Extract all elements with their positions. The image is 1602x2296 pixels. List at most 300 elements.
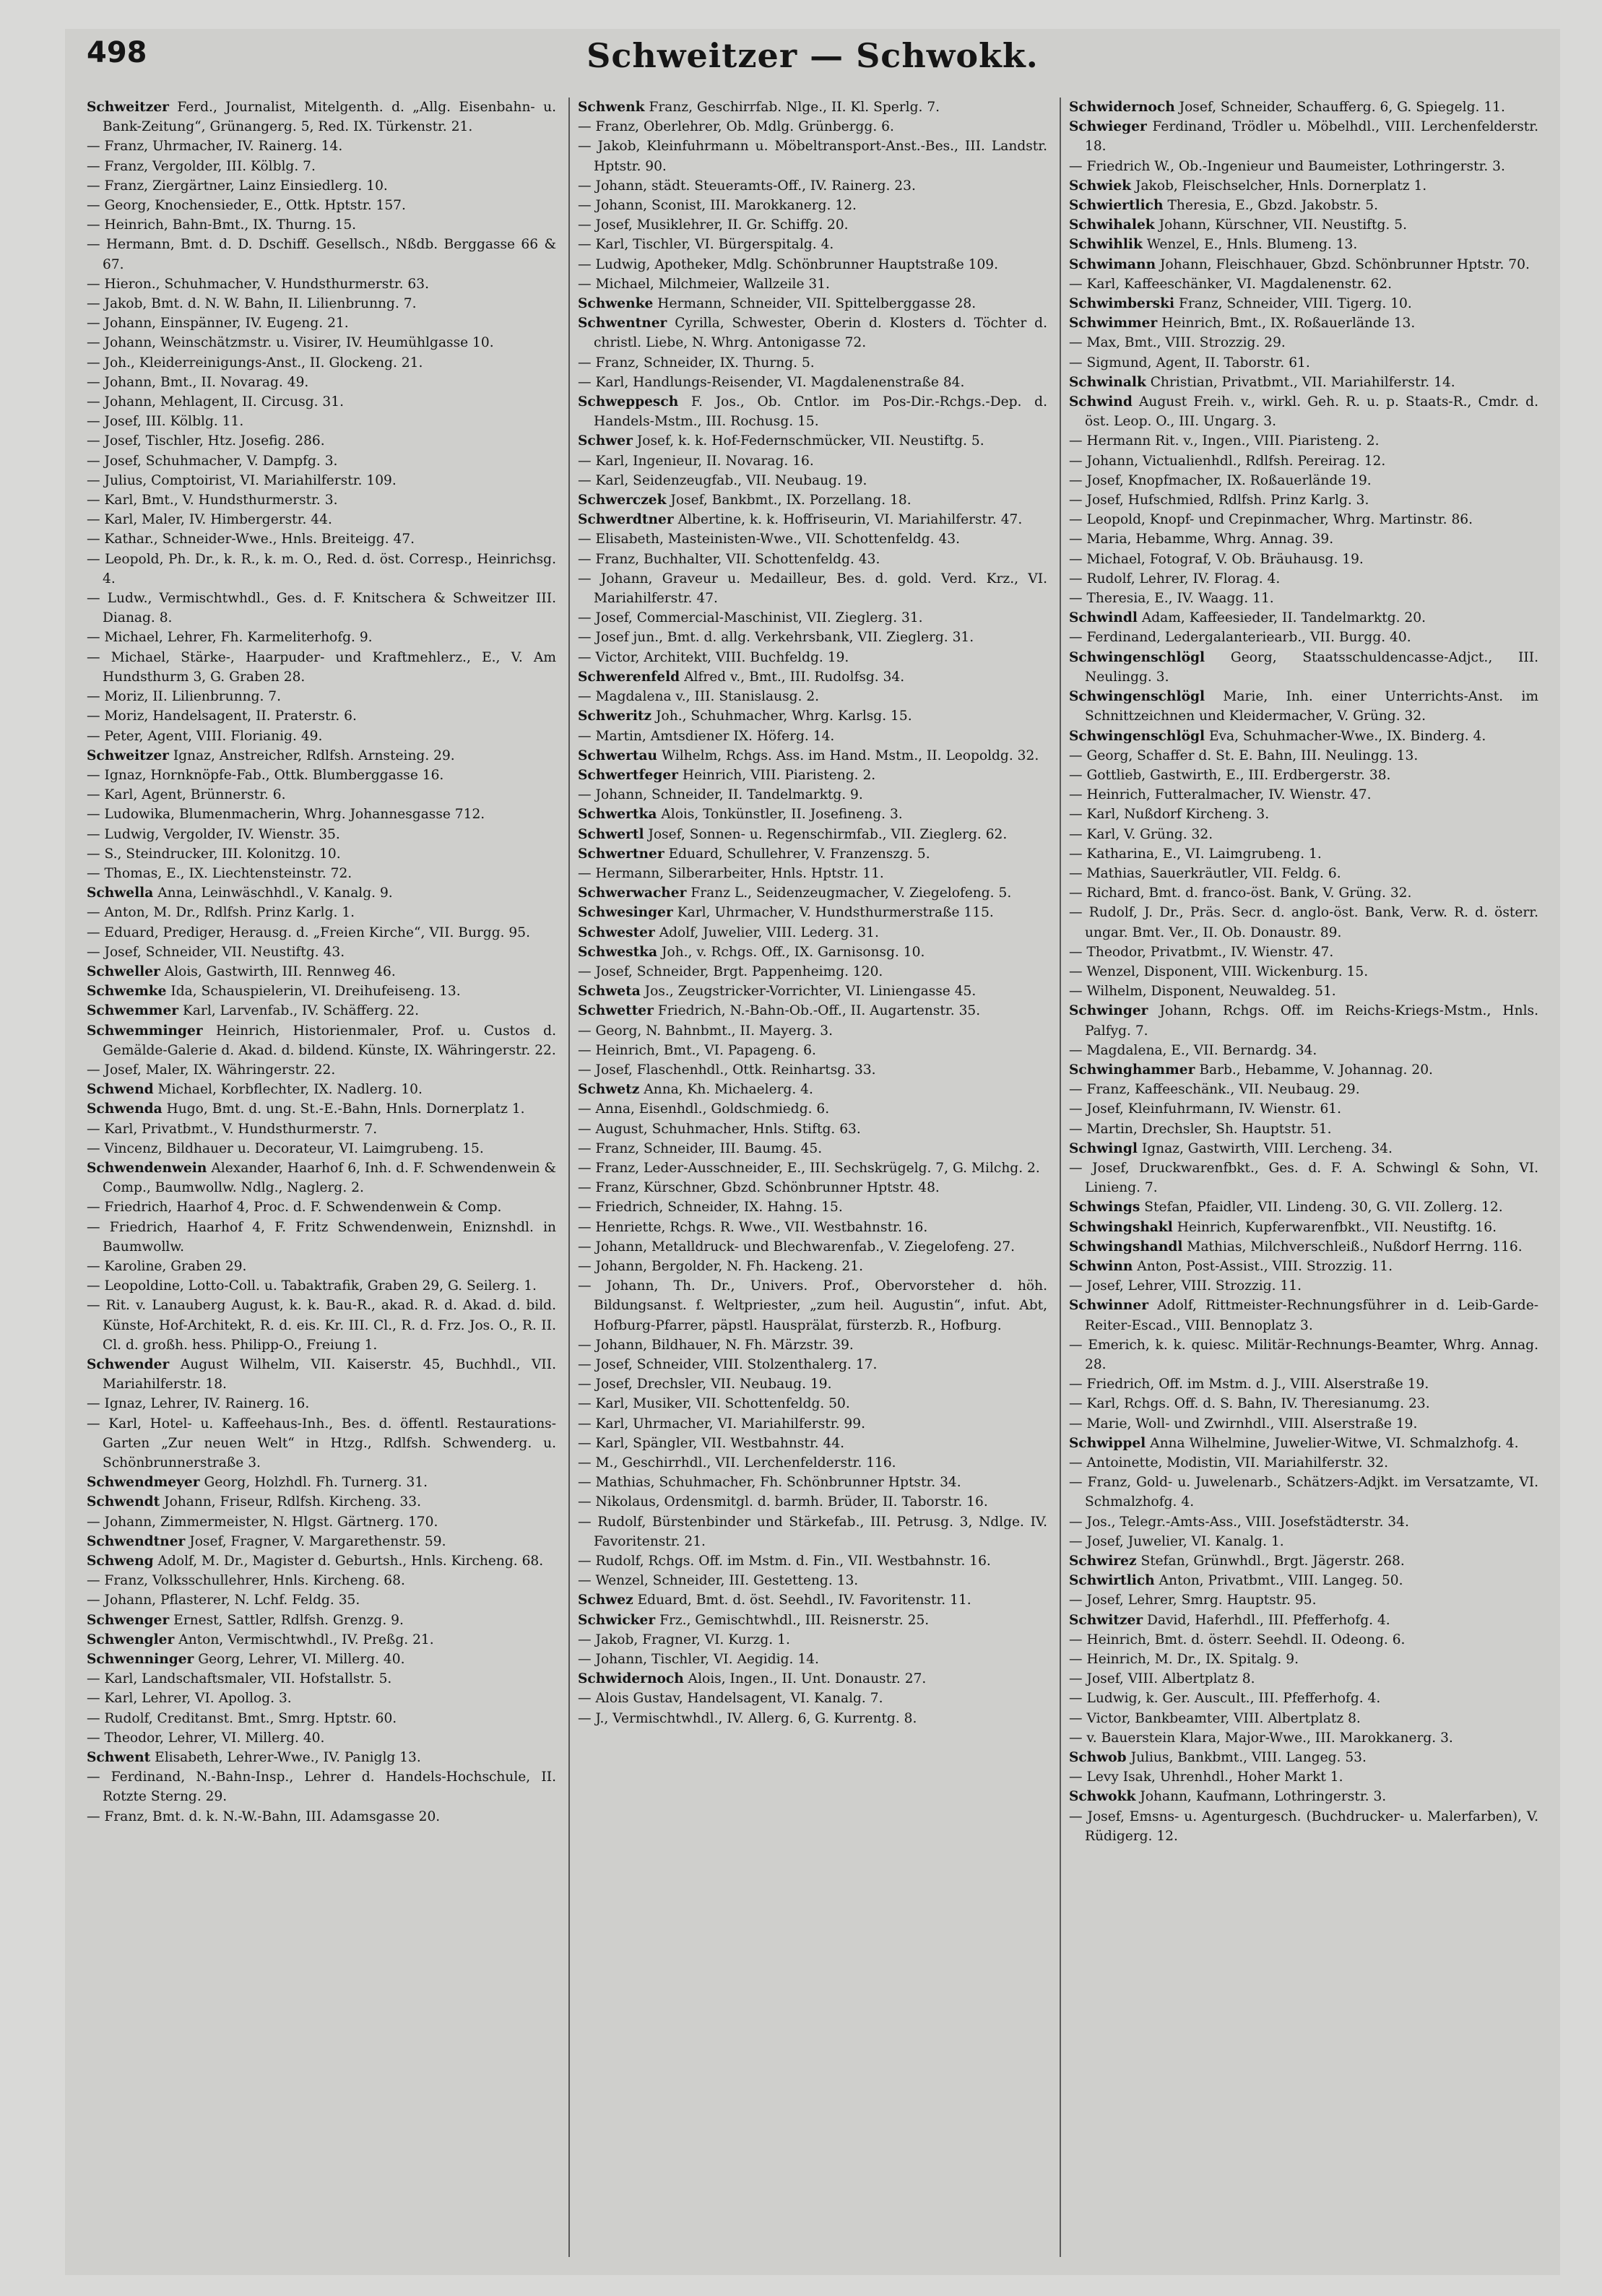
entry-text: Karl, Larvenfab., IV. Schäfferg. 22. bbox=[183, 1003, 420, 1019]
entry-text: — Johann, Victualienhdl., Rdlfsh. Pereirag. 12. bbox=[1069, 453, 1386, 469]
entry-text: — Johann, Bergolder, N. Fh. Hackeng. 21. bbox=[578, 1258, 864, 1274]
directory-entry bbox=[87, 1080, 556, 1099]
entry-text: — Franz, Uhrmacher, IV. Rainerg. 14. bbox=[87, 139, 343, 155]
directory-entry bbox=[1069, 1218, 1538, 1237]
directory-entry bbox=[87, 1296, 556, 1355]
directory-entry bbox=[87, 412, 556, 431]
entry-text: Heinrich, Kupferwarenfbkt., VII. Neustiftg. 16. bbox=[1177, 1219, 1497, 1235]
entry-text: — Josef, Kleinfuhrmann, IV. Wienstr. 61. bbox=[1069, 1101, 1342, 1117]
entry-text: — Jos., Telegr.-Amts-Ass., VIII. Josefstädterstr. 34. bbox=[1069, 1514, 1409, 1530]
entry-text: Cyrilla, Schwester, Oberin d. Klosters d. Töchter d. christl. Liebe, N. Whrg. Antonigasse 72. bbox=[594, 316, 1047, 351]
entry-text: Eva, Schuhmacher-Wwe., IX. Binderg. 4. bbox=[1208, 728, 1486, 744]
directory-entry bbox=[578, 431, 1047, 451]
entry-text: — Rudolf, Rchgs. Off. im Mstm. d. Fin., VII. Westbahnstr. 16. bbox=[578, 1554, 991, 1569]
entry-text: Anton, Privatbmt., VIII. Langeg. 50. bbox=[1159, 1573, 1403, 1589]
page-header bbox=[65, 36, 1560, 87]
directory-entry bbox=[1069, 431, 1538, 451]
directory-entry bbox=[578, 196, 1047, 215]
entry-text: — Karl, Nußdorf Kircheng. 3. bbox=[1069, 807, 1270, 823]
entry-text: — Josef, Musiklehrer, II. Gr. Schiffg. 20. bbox=[578, 217, 849, 233]
directory-entry bbox=[578, 1512, 1047, 1551]
directory-entry bbox=[578, 1473, 1047, 1492]
directory-entry bbox=[1069, 903, 1538, 942]
entry-text: August Wilhelm, VII. Kaiserstr. 45, Buchhdl., VII. Mariahilferstr. 18. bbox=[103, 1357, 556, 1392]
entry-surname: Schweller bbox=[87, 963, 160, 979]
entry-surname: Schwesinger bbox=[578, 905, 673, 921]
directory-entry bbox=[578, 1689, 1047, 1708]
directory-entry bbox=[1069, 1611, 1538, 1630]
entry-surname: Schwingenschlögl bbox=[1069, 649, 1205, 665]
directory-entry bbox=[1069, 1590, 1538, 1610]
entry-text: — Karl, Bmt., V. Hundsthurmerstr. 3. bbox=[87, 493, 338, 508]
entry-text: — Magdalena v., III. Stanislausg. 2. bbox=[578, 689, 820, 705]
directory-entry bbox=[1069, 1551, 1538, 1571]
entry-surname: Schwerdtner bbox=[578, 512, 674, 528]
directory-entry bbox=[578, 687, 1047, 706]
entry-text: Adolf, Juwelier, VIII. Lederg. 31. bbox=[659, 924, 879, 940]
directory-entry bbox=[578, 923, 1047, 943]
entry-text: — Karl, Hotel- u. Kaffeehaus-Inh., Bes. d. öffentl. Restaurations-Garten „Zur neuen Welt“ in Htzg., Rdlfsh. Schwenderg. u. Schönbrunnerstraße 3. bbox=[87, 1416, 556, 1471]
entry-surname: Schweitzer bbox=[87, 100, 169, 115]
directory-entry bbox=[578, 864, 1047, 883]
directory-entry bbox=[578, 1158, 1047, 1178]
entry-surname: Schwester bbox=[578, 924, 655, 940]
entry-surname: Schwendt bbox=[87, 1494, 160, 1510]
directory-entry bbox=[87, 766, 556, 785]
entry-surname: Schwerwacher bbox=[578, 885, 687, 901]
entry-surname: Schweitzer bbox=[87, 748, 169, 763]
entry-surname: Schwindl bbox=[1069, 610, 1138, 626]
directory-entry bbox=[1069, 628, 1538, 647]
directory-entry bbox=[578, 1414, 1047, 1434]
directory-entry bbox=[578, 1021, 1047, 1041]
entry-text: Josef, Bankbmt., IX. Porzellang. 18. bbox=[670, 493, 912, 508]
directory-entry bbox=[1069, 1276, 1538, 1296]
entry-surname: Schwend bbox=[87, 1082, 154, 1098]
entry-text: — Karl, Uhrmacher, VI. Mariahilferstr. 99. bbox=[578, 1416, 865, 1431]
entry-text: August Freih. v., wirkl. Geh. R. u. p. Staats-R., Cmdr. d. öst. Leop. O., III. Ungarg. 3. bbox=[1085, 394, 1538, 430]
directory-entry bbox=[87, 864, 556, 883]
entry-text: — Jakob, Bmt. d. N. W. Bahn, II. Lilienbrunng. 7. bbox=[87, 296, 417, 312]
directory-entry bbox=[1069, 294, 1538, 313]
directory-entry bbox=[1069, 274, 1538, 294]
directory-entry bbox=[87, 883, 556, 903]
entry-text: Wenzel, E., Hnls. Blumeng. 13. bbox=[1146, 237, 1358, 253]
entry-text: Christian, Privatbmt., VII. Mariahilferstr. 14. bbox=[1150, 374, 1455, 390]
entry-text: — Michael, Fotograf, V. Ob. Bräuhausg. 19. bbox=[1069, 551, 1364, 567]
directory-entry bbox=[1069, 529, 1538, 549]
entry-text: Josef, k. k. Hof-Federnschmücker, VII. Neustiftg. 5. bbox=[636, 433, 984, 449]
directory-entry bbox=[87, 982, 556, 1001]
entry-text: — Wenzel, Schneider, III. Gestetteng. 13. bbox=[578, 1573, 859, 1589]
entry-text: Adam, Kaffeesieder, II. Tandelmarktg. 20. bbox=[1141, 610, 1426, 626]
entry-text: — Josef jun., Bmt. d. allg. Verkehrsbank, VII. Zieglerg. 31. bbox=[578, 630, 974, 646]
entry-text: — Karl, Handlungs-Reisender, VI. Magdalenenstraße 84. bbox=[578, 374, 965, 390]
entry-surname: Schwetz bbox=[578, 1082, 640, 1098]
directory-entry bbox=[578, 1060, 1047, 1080]
directory-entry bbox=[578, 176, 1047, 196]
entry-text: — Johann, Mehlagent, II. Circusg. 31. bbox=[87, 394, 345, 410]
entry-text: — Franz, Kaffeeschänk., VII. Neubaug. 29. bbox=[1069, 1082, 1360, 1098]
directory-entry bbox=[1069, 1060, 1538, 1080]
directory-entry bbox=[87, 727, 556, 746]
directory-entry bbox=[578, 550, 1047, 569]
entry-surname: Schwicker bbox=[578, 1612, 656, 1628]
directory-entry bbox=[87, 962, 556, 982]
entry-text: — Anna, Eisenhdl., Goldschmiedg. 6. bbox=[578, 1101, 830, 1117]
entry-text: — Victor, Architekt, VIII. Buchfeldg. 19. bbox=[578, 649, 849, 665]
directory-entry bbox=[1069, 785, 1538, 805]
entry-text: Eduard, Schullehrer, V. Franzenszg. 5. bbox=[668, 846, 930, 862]
entry-text: Theresia, E., Gbzd. Jakobstr. 5. bbox=[1167, 198, 1379, 214]
entry-text: — Friedrich W., Ob.-Ingenieur und Baumeister, Lothringerstr. 3. bbox=[1069, 158, 1505, 174]
directory-entry bbox=[1069, 1414, 1538, 1434]
directory-entry bbox=[1069, 1257, 1538, 1276]
directory-entry bbox=[87, 1571, 556, 1590]
directory-entry bbox=[1069, 1669, 1538, 1689]
directory-entry bbox=[87, 1807, 556, 1827]
entry-text: Adolf, M. Dr., Magister d. Geburtsh., Hnls. Kircheng. 68. bbox=[157, 1554, 544, 1569]
entry-text: Hermann, Schneider, VII. Spittelberggasse 28. bbox=[657, 296, 977, 312]
entry-text: — Moriz, II. Lilienbrunng. 7. bbox=[87, 689, 282, 705]
entry-text: — Josef, III. Kölblg. 11. bbox=[87, 414, 244, 430]
entry-text: — Moriz, Handelsagent, II. Praterstr. 6. bbox=[87, 709, 357, 724]
directory-entry bbox=[1069, 1532, 1538, 1551]
directory-entry bbox=[578, 98, 1047, 117]
directory-entry bbox=[1069, 1001, 1538, 1040]
entry-surname: Schweng bbox=[87, 1554, 154, 1569]
directory-entry bbox=[87, 1473, 556, 1492]
directory-entry bbox=[578, 510, 1047, 529]
directory-entry bbox=[1069, 1807, 1538, 1846]
entry-text: — Franz, Leder-Ausschneider, E., III. Sechskrügelg. 7, G. Milchg. 2. bbox=[578, 1160, 1040, 1176]
directory-entry bbox=[87, 550, 556, 589]
entry-text: — Heinrich, Bahn-Bmt., IX. Thurng. 15. bbox=[87, 217, 357, 233]
directory-page bbox=[65, 29, 1560, 2275]
entry-text: — Theodor, Privatbmt., IV. Wienstr. 47. bbox=[1069, 944, 1334, 960]
entry-text: — Hermann, Bmt. d. D. Dschiff. Gesellsch., Nßdb. Berggasse 66 & 67. bbox=[87, 237, 556, 272]
entry-text: — Josef, Schneider, VII. Neustiftg. 43. bbox=[87, 944, 345, 960]
entry-text: Mathias, Milchverschleiß., Nußdorf Herrng. 116. bbox=[1187, 1239, 1523, 1255]
entry-surname: Schweta bbox=[578, 984, 641, 1000]
directory-entry bbox=[87, 1099, 556, 1119]
directory-entry bbox=[87, 628, 556, 647]
entry-text: Alois, Tonkünstler, II. Josefineng. 3. bbox=[661, 807, 903, 823]
entry-text: — Kathar., Schneider-Wwe., Hnls. Breiteigg. 47. bbox=[87, 532, 415, 547]
directory-entry bbox=[578, 1434, 1047, 1453]
directory-entry bbox=[87, 1689, 556, 1708]
entry-surname: Schwendtner bbox=[87, 1533, 186, 1549]
entry-surname: Schwieger bbox=[1069, 119, 1147, 135]
directory-entry bbox=[87, 1728, 556, 1748]
directory-entry bbox=[578, 766, 1047, 785]
directory-entry bbox=[1069, 805, 1538, 824]
directory-entry bbox=[1069, 608, 1538, 628]
directory-entry bbox=[578, 117, 1047, 137]
directory-entry bbox=[87, 1590, 556, 1610]
entry-text: — Peter, Agent, VIII. Florianig. 49. bbox=[87, 728, 323, 744]
directory-entry bbox=[87, 785, 556, 805]
entry-text: — Jakob, Fragner, VI. Kurzg. 1. bbox=[578, 1632, 790, 1647]
directory-column-3 bbox=[1069, 98, 1538, 2257]
entry-text: — Friedrich, Haarhof 4, F. Fritz Schwendenwein, Eniznshdl. in Baumwollw. bbox=[87, 1219, 556, 1255]
directory-entry bbox=[578, 785, 1047, 805]
directory-entry bbox=[87, 215, 556, 235]
directory-entry bbox=[1069, 569, 1538, 589]
entry-surname: Schwirtlich bbox=[1069, 1573, 1155, 1589]
entry-text: Anton, Post-Assist., VIII. Strozzig. 11. bbox=[1137, 1258, 1393, 1274]
entry-text: — Vincenz, Bildhauer u. Decorateur, VI. Laimgrubeng. 15. bbox=[87, 1140, 484, 1156]
directory-entry bbox=[1069, 490, 1538, 510]
entry-text: — Ignaz, Hornknöpfe-Fab., Ottk. Blumberggasse 16. bbox=[87, 767, 444, 783]
directory-entry bbox=[578, 943, 1047, 962]
directory-entry bbox=[87, 1021, 556, 1060]
entry-text: — Franz, Oberlehrer, Ob. Mdlg. Grünbergg. 6. bbox=[578, 119, 894, 135]
entry-text: — Josef, Emsns- u. Agenturgesch. (Buchdrucker- u. Malerfarben), V. Rüdigerg. 12. bbox=[1069, 1808, 1538, 1844]
entry-text: — Ignaz, Lehrer, IV. Rainerg. 16. bbox=[87, 1396, 310, 1412]
directory-entry bbox=[87, 196, 556, 215]
directory-entry bbox=[87, 431, 556, 451]
entry-text: — Josef, Druckwarenfbkt., Ges. d. F. A. Schwingl & Sohn, VI. Linieng. 7. bbox=[1069, 1160, 1538, 1196]
directory-entry bbox=[578, 883, 1047, 903]
directory-entry bbox=[578, 1099, 1047, 1119]
entry-surname: Schwertl bbox=[578, 826, 644, 842]
entry-text: — Franz, Ziergärtner, Lainz Einsiedlerg. 10. bbox=[87, 178, 388, 194]
directory-entry bbox=[578, 1178, 1047, 1197]
entry-surname: Schwimberski bbox=[1069, 296, 1175, 312]
directory-entry bbox=[1069, 235, 1538, 254]
entry-text: — Josef, Schuhmacher, V. Dampfg. 3. bbox=[87, 453, 338, 469]
entry-text: — Heinrich, Bmt., VI. Papageng. 6. bbox=[578, 1042, 816, 1058]
entry-text: — Josef, Schneider, VIII. Stolzenthalerg. 17. bbox=[578, 1357, 878, 1372]
entry-surname: Schwertfeger bbox=[578, 767, 678, 783]
directory-entry bbox=[1069, 1709, 1538, 1728]
entry-text: Anna, Leinwäschhdl., V. Kanalg. 9. bbox=[157, 885, 393, 901]
directory-entry bbox=[1069, 157, 1538, 176]
directory-entry bbox=[1069, 98, 1538, 117]
directory-entry bbox=[578, 962, 1047, 982]
entry-text: — Michael, Stärke-, Haarpuder- und Kraftmehlerz., E., V. Am Hundsthurm 3, G. Graben 28. bbox=[87, 649, 556, 685]
directory-entry bbox=[578, 529, 1047, 549]
entry-surname: Schwerenfeld bbox=[578, 669, 680, 685]
directory-entry bbox=[1069, 1080, 1538, 1099]
directory-entry bbox=[87, 706, 556, 726]
directory-entry bbox=[578, 1571, 1047, 1590]
entry-text: Alois, Gastwirth, III. Rennweg 46. bbox=[164, 963, 396, 979]
directory-entry bbox=[87, 373, 556, 392]
directory-entry bbox=[1069, 844, 1538, 864]
directory-entry bbox=[1069, 1119, 1538, 1139]
directory-entry bbox=[87, 313, 556, 333]
entry-surname: Schwings bbox=[1069, 1200, 1140, 1216]
entry-surname: Schwinner bbox=[1069, 1298, 1149, 1314]
entry-text: — J., Vermischtwhdl., IV. Allerg. 6, G. Kurrentg. 8. bbox=[578, 1710, 917, 1726]
entry-text: — Johann, Th. Dr., Univers. Prof., Obervorsteher d. höh. Bildungsanst. f. Weltpriester, „zum heil. Augustin“, infut. Abt, Hofburg-Pfarrer, päpstl. Hausprälat, fürsterzb. R., Hofburg. bbox=[578, 1278, 1047, 1333]
entry-text: — Hermann Rit. v., Ingen., VIII. Piaristeng. 2. bbox=[1069, 433, 1380, 449]
entry-text: F. Jos., Ob. Cntlor. im Pos-Dir.-Rchgs.-Dep. d. Handels-Mstm., III. Rochusg. 15. bbox=[594, 394, 1047, 430]
entry-text: — Karl, Spängler, VII. Westbahnstr. 44. bbox=[578, 1435, 845, 1451]
entry-text: — M., Geschirrhdl., VII. Lerchenfelderstr. 116. bbox=[578, 1455, 896, 1471]
entry-text: Ignaz, Anstreicher, Rdlfsh. Arnsteing. 29. bbox=[173, 748, 455, 763]
directory-entry bbox=[1069, 1650, 1538, 1669]
directory-entry bbox=[578, 648, 1047, 667]
entry-text: — Karl, Rchgs. Off. d. S. Bahn, IV. Theresianumg. 23. bbox=[1069, 1396, 1430, 1412]
entry-text: — Maria, Hebamme, Whrg. Annag. 39. bbox=[1069, 532, 1334, 547]
entry-text: — Karl, Kaffeeschänker, VI. Magdalenenstr. 62. bbox=[1069, 276, 1393, 292]
entry-text: — Josef, Commercial-Maschinist, VII. Zieglerg. 31. bbox=[578, 610, 923, 626]
entry-surname: Schwingl bbox=[1069, 1140, 1138, 1156]
directory-entry bbox=[578, 1218, 1047, 1237]
entry-text: — Friedrich, Schneider, IX. Hahng. 15. bbox=[578, 1200, 843, 1216]
directory-entry bbox=[1069, 962, 1538, 982]
directory-entry bbox=[1069, 1237, 1538, 1257]
directory-entry bbox=[578, 569, 1047, 608]
entry-text: Marie, Inh. einer Unterrichts-Anst. im Schnittzeichnen und Kleidermacher, V. Grüng. 32. bbox=[1085, 689, 1538, 724]
entry-text: — Martin, Drechsler, Sh. Hauptstr. 51. bbox=[1069, 1121, 1332, 1137]
entry-text: — Ludwig, k. Ger. Auscult., III. Pfefferhofg. 4. bbox=[1069, 1691, 1381, 1707]
entry-text: — Franz, Schneider, III. Baumg. 45. bbox=[578, 1140, 823, 1156]
entry-surname: Schwiertlich bbox=[1069, 198, 1164, 214]
directory-entry bbox=[87, 1276, 556, 1296]
entry-text: Karl, Uhrmacher, V. Hundsthurmerstraße 115. bbox=[677, 905, 994, 921]
directory-entry bbox=[578, 1197, 1047, 1217]
entry-surname: Schwokk bbox=[1069, 1789, 1136, 1805]
directory-entry bbox=[87, 1414, 556, 1473]
entry-text: Jakob, Fleischselcher, Hnls. Dornerplatz 1. bbox=[1135, 178, 1427, 194]
entry-text: — Heinrich, M. Dr., IX. Spitalg. 9. bbox=[1069, 1652, 1299, 1668]
entry-text: — S., Steindrucker, III. Kolonitzg. 10. bbox=[87, 846, 341, 862]
directory-entry bbox=[578, 451, 1047, 471]
entry-text: — Johann, Einspänner, IV. Eugeng. 21. bbox=[87, 316, 349, 332]
directory-entry bbox=[578, 392, 1047, 431]
entry-text: Georg, Staatsschuldencasse-Adjct., III. Neulingg. 3. bbox=[1085, 649, 1538, 685]
entry-surname: Schwingenschlögl bbox=[1069, 728, 1205, 744]
directory-entry bbox=[87, 137, 556, 156]
directory-entry bbox=[578, 628, 1047, 647]
entry-text: Alois, Ingen., II. Unt. Donaustr. 27. bbox=[688, 1671, 927, 1687]
entry-text: — Rudolf, Lehrer, IV. Florag. 4. bbox=[1069, 571, 1281, 586]
directory-column-1 bbox=[87, 98, 556, 2257]
entry-text: — Wenzel, Disponent, VIII. Wickenburg. 15. bbox=[1069, 963, 1369, 979]
entry-text: Anton, Vermischtwhdl., IV. Preßg. 21. bbox=[178, 1632, 434, 1647]
entry-text: Johann, Friseur, Rdlfsh. Kircheng. 33. bbox=[164, 1494, 421, 1510]
entry-text: Ida, Schauspielerin, VI. Dreihufeiseng. 13. bbox=[170, 984, 461, 1000]
entry-surname: Schwidernoch bbox=[578, 1671, 684, 1687]
entry-text: — Nikolaus, Ordensmitgl. d. barmh. Brüder, II. Taborstr. 16. bbox=[578, 1494, 988, 1510]
entry-text: — Richard, Bmt. d. franco-öst. Bank, V. Grüng. 32. bbox=[1069, 885, 1412, 901]
entry-surname: Schwendmeyer bbox=[87, 1475, 200, 1491]
entry-text: Jos., Zeugstricker-Vorrichter, VI. Liniengasse 45. bbox=[644, 984, 977, 1000]
entry-text: Anna Wilhelmine, Juwelier-Witwe, VI. Schmalzhofg. 4. bbox=[1150, 1435, 1519, 1451]
directory-entry bbox=[578, 608, 1047, 628]
column-divider bbox=[568, 98, 570, 2257]
directory-entry bbox=[578, 1709, 1047, 1728]
directory-entry bbox=[1069, 1296, 1538, 1335]
directory-entry bbox=[578, 903, 1047, 922]
directory-entry bbox=[578, 1237, 1047, 1257]
directory-entry bbox=[1069, 1689, 1538, 1708]
entry-surname: Schwendenwein bbox=[87, 1160, 207, 1176]
directory-entry bbox=[1069, 1139, 1538, 1158]
entry-text: — Theodor, Lehrer, VI. Millerg. 40. bbox=[87, 1730, 325, 1746]
directory-entry bbox=[87, 235, 556, 274]
entry-text: Josef, Sonnen- u. Regenschirmfab., VII. Zieglerg. 62. bbox=[648, 826, 1008, 842]
directory-entry bbox=[87, 648, 556, 687]
directory-entry bbox=[578, 1650, 1047, 1669]
directory-entry bbox=[578, 1374, 1047, 1394]
directory-entry bbox=[578, 490, 1047, 510]
entry-text: — Ferdinand, Ledergalanteriearb., VII. Burgg. 40. bbox=[1069, 630, 1411, 646]
entry-text: — Rudolf, Creditanst. Bmt., Smrg. Hptstr. 60. bbox=[87, 1710, 397, 1726]
entry-surname: Schwenger bbox=[87, 1612, 170, 1628]
directory-entry bbox=[1069, 1434, 1538, 1453]
entry-text: — Karl, Landschaftsmaler, VII. Hofstallstr. 5. bbox=[87, 1671, 392, 1687]
directory-entry bbox=[87, 1001, 556, 1021]
entry-text: Heinrich, VIII. Piaristeng. 2. bbox=[682, 767, 876, 783]
directory-entry bbox=[87, 1355, 556, 1394]
entry-text: Johann, Kürschner, VII. Neustiftg. 5. bbox=[1159, 217, 1407, 233]
directory-entry bbox=[578, 667, 1047, 687]
directory-entry bbox=[1069, 196, 1538, 215]
entry-text: — Hieron., Schuhmacher, V. Hundsthurmerstr. 63. bbox=[87, 276, 430, 292]
entry-text: — Franz, Bmt. d. k. N.-W.-Bahn, III. Adamsgasse 20. bbox=[87, 1808, 441, 1824]
directory-entry bbox=[87, 1709, 556, 1728]
directory-entry bbox=[578, 255, 1047, 274]
directory-entry bbox=[578, 1394, 1047, 1413]
directory-entry bbox=[578, 825, 1047, 844]
directory-entry bbox=[87, 294, 556, 313]
directory-entry bbox=[87, 589, 556, 628]
entry-text: — Josef, Lehrer, Smrg. Hauptstr. 95. bbox=[1069, 1593, 1317, 1608]
directory-entry bbox=[1069, 1473, 1538, 1512]
directory-entry bbox=[1069, 766, 1538, 785]
entry-text: — Ludowika, Blumenmacherin, Whrg. Johannesgasse 712. bbox=[87, 807, 485, 823]
entry-surname: Schwingshandl bbox=[1069, 1239, 1183, 1255]
entry-text: — Heinrich, Bmt. d. österr. Seehdl. II. Odeong. 6. bbox=[1069, 1632, 1406, 1647]
entry-text: — Karl, Maler, IV. Himbergerstr. 44. bbox=[87, 512, 332, 528]
entry-text: — Magdalena, E., VII. Bernardg. 34. bbox=[1069, 1042, 1317, 1058]
directory-entry bbox=[1069, 648, 1538, 687]
directory-entry bbox=[578, 471, 1047, 490]
directory-entry bbox=[578, 215, 1047, 235]
directory-entry bbox=[87, 1218, 556, 1257]
entry-surname: Schwinalk bbox=[1069, 374, 1146, 390]
directory-entry bbox=[1069, 373, 1538, 392]
entry-text: — Josef, Tischler, Htz. Josefig. 286. bbox=[87, 433, 325, 449]
entry-text: — Josef, Lehrer, VIII. Strozzig. 11. bbox=[1069, 1278, 1302, 1294]
page-number: 498 bbox=[87, 36, 147, 69]
entry-text: — Michael, Lehrer, Fh. Karmeliterhofg. 9. bbox=[87, 630, 373, 646]
entry-text: — Ludwig, Vergolder, IV. Wienstr. 35. bbox=[87, 826, 340, 842]
entry-surname: Schwind bbox=[1069, 394, 1133, 410]
directory-entry bbox=[1069, 471, 1538, 490]
directory-entry bbox=[87, 98, 556, 137]
directory-entry bbox=[578, 1080, 1047, 1099]
entry-text: — Karl, V. Grüng. 32. bbox=[1069, 826, 1213, 842]
entry-text: — Max, Bmt., VIII. Strozzig. 29. bbox=[1069, 335, 1286, 351]
directory-entry bbox=[578, 294, 1047, 313]
directory-entry bbox=[1069, 1767, 1538, 1787]
directory-entry bbox=[87, 805, 556, 824]
directory-entry bbox=[1069, 687, 1538, 726]
entry-text: — v. Bauerstein Klara, Major-Wwe., III. Marokkanerg. 3. bbox=[1069, 1730, 1453, 1746]
directory-entry bbox=[578, 1453, 1047, 1473]
directory-entry bbox=[1069, 550, 1538, 569]
entry-text: — Leopoldine, Lotto-Coll. u. Tabaktrafik, Graben 29, G. Seilerg. 1. bbox=[87, 1278, 537, 1294]
directory-entry bbox=[1069, 1512, 1538, 1532]
entry-text: — Johann, Bmt., II. Novarag. 49. bbox=[87, 374, 309, 390]
entry-text: — Josef, VIII. Albertplatz 8. bbox=[1069, 1671, 1255, 1687]
